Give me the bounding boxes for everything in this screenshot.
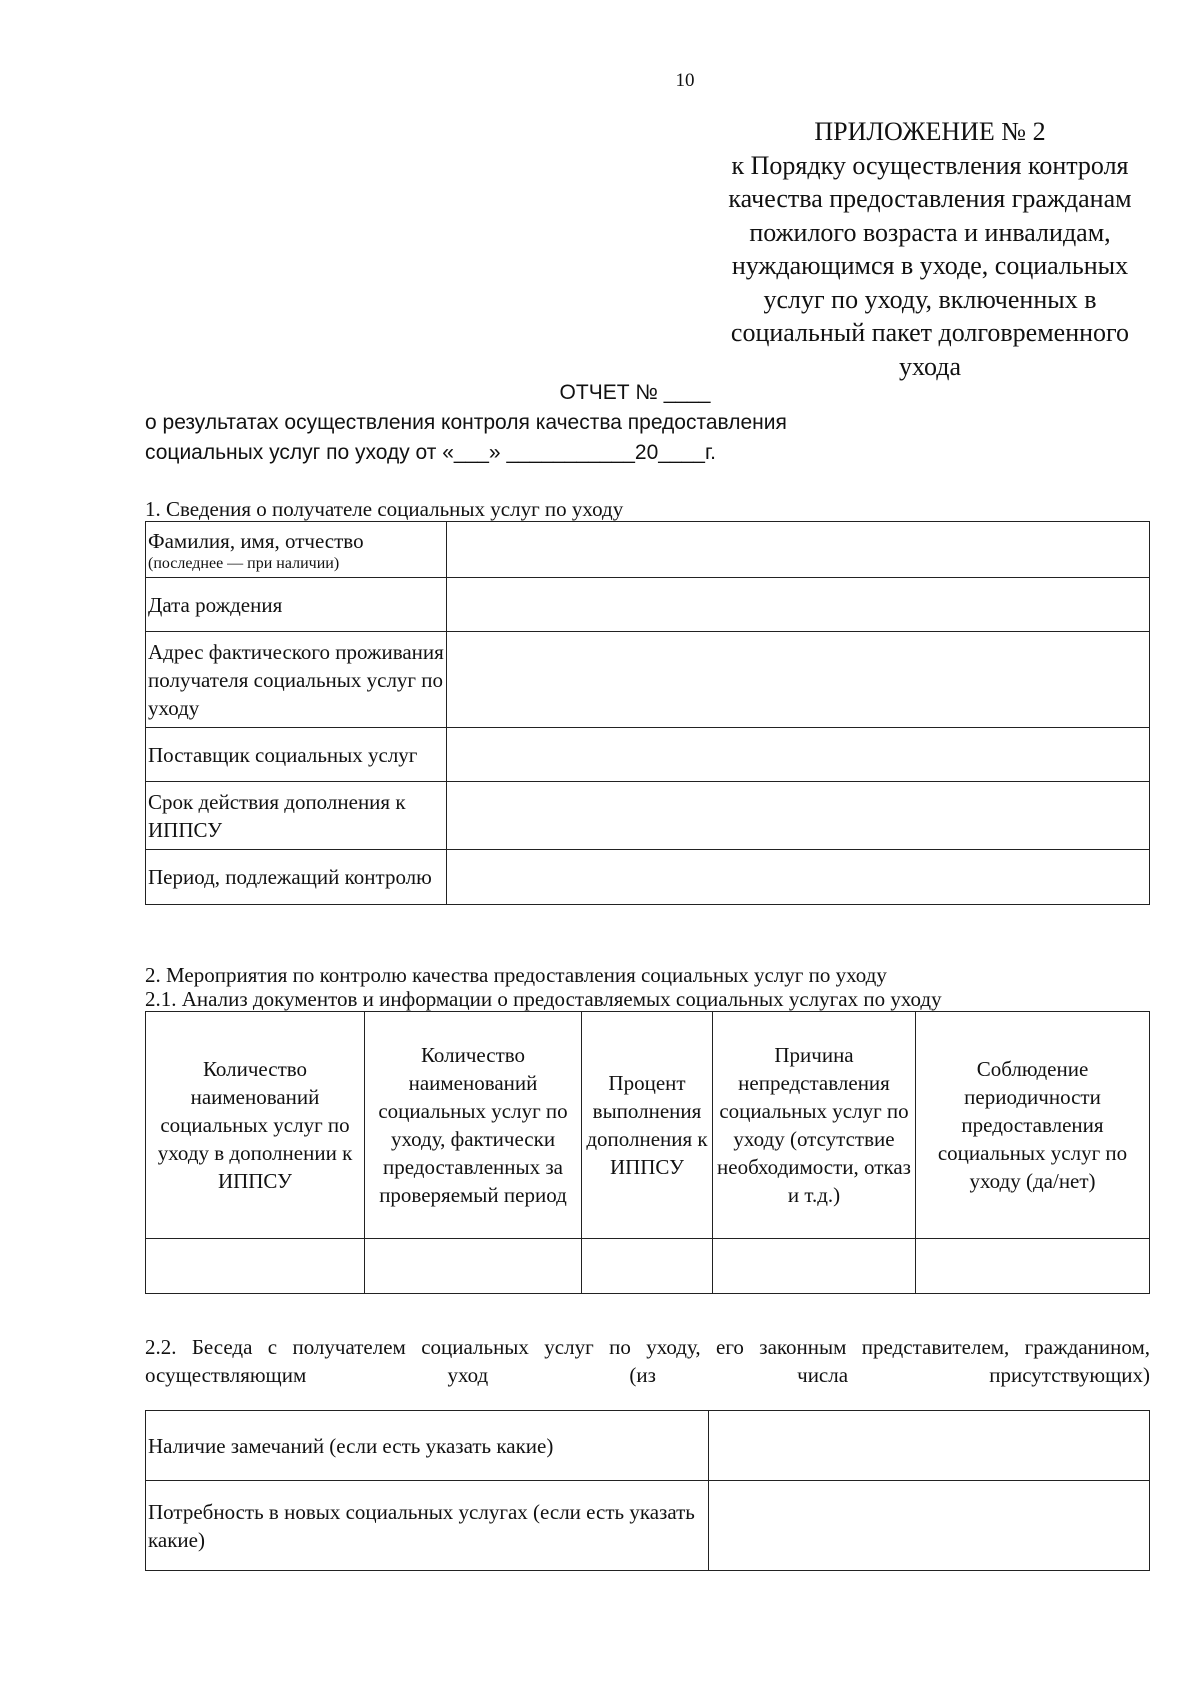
appendix-line: к Порядку осуществления контроля: [731, 150, 1129, 180]
row-label: Дата рождения: [146, 578, 447, 632]
row-label: Потребность в новых социальных услугах (если есть указать какие): [146, 1481, 709, 1571]
table-cell[interactable]: [146, 1239, 365, 1294]
table-cell[interactable]: [713, 1239, 916, 1294]
subsection-heading-text: 2.2. Беседа с получателем социальных услуг по уходу, его законным представителем, гражданином, осуществляющим уход (из числа присутствующих): [145, 1335, 1150, 1387]
table-row: [146, 1239, 1150, 1294]
row-value-field[interactable]: [447, 782, 1150, 850]
column-header: Соблюдение периодичности предоставления социальных услуг по уходу (да/нет): [916, 1012, 1150, 1239]
subsection-heading: 2.1. Анализ документов и информации о предоставляемых социальных услугах по уходу: [145, 987, 942, 1011]
table-cell[interactable]: [582, 1239, 713, 1294]
documents-analysis-table: [145, 1011, 1150, 1294]
report-header: [145, 378, 1005, 468]
column-header: Количество наименований социальных услуг по уходу в дополнении к ИППСУ: [146, 1012, 365, 1239]
table-row: [146, 1481, 1150, 1571]
page-number: 10: [675, 70, 695, 91]
table-row: [146, 1411, 1150, 1481]
table-cell[interactable]: [365, 1239, 582, 1294]
table-row: [146, 522, 1150, 578]
row-label: Поставщик социальных услуг: [146, 728, 447, 782]
row-label: Период, подлежащий контролю: [146, 850, 447, 905]
section-recipient-info: [145, 497, 1150, 905]
section-heading: 2. Мероприятия по контролю качества предоставления социальных услуг по уходу: [145, 963, 887, 987]
appendix-header: [680, 115, 1180, 383]
column-header: Количество наименований социальных услуг по уходу, фактически предоставленных за проверяемый период: [365, 1012, 582, 1239]
row-label: [146, 522, 447, 578]
appendix-line: социальный пакет долговременного: [730, 318, 1130, 347]
report-subtitle-line: социальных услуг по уходу от «___» ___________20____г.: [145, 441, 716, 464]
row-value-field[interactable]: [447, 578, 1150, 632]
subsection-heading: [145, 1333, 1150, 1389]
column-header: Процент выполнения дополнения к ИППСУ: [582, 1012, 713, 1239]
appendix-line: качества предоставления гражданам: [728, 184, 1132, 213]
row-label-note: (последнее — при наличии): [148, 554, 340, 572]
row-value-field[interactable]: [447, 632, 1150, 728]
table-row: [146, 850, 1150, 905]
recipient-info-table: [145, 521, 1150, 905]
section-conversation-table: [145, 1410, 1150, 1571]
report-subtitle-line: о результатах осуществления контроля качества предоставления: [145, 411, 787, 434]
row-label-text: Фамилия, имя, отчество: [148, 528, 364, 553]
table-row: [146, 728, 1150, 782]
appendix-line: услуг по уходу, включенных в: [763, 284, 1097, 314]
conversation-table: [145, 1410, 1150, 1571]
table-row: [146, 782, 1150, 850]
row-value-field[interactable]: [447, 522, 1150, 578]
table-row: [146, 632, 1150, 728]
appendix-line: пожилого возраста и инвалидам,: [749, 217, 1111, 247]
table-header-row: [146, 1012, 1150, 1239]
section-heading: 1. Сведения о получателе социальных услуг по уходу: [145, 497, 624, 521]
appendix-line: ухода: [898, 351, 962, 381]
row-label: Срок действия дополнения к ИППСУ: [146, 782, 447, 850]
row-value-field[interactable]: [709, 1411, 1150, 1481]
row-label: Наличие замечаний (если есть указать какие): [146, 1411, 709, 1481]
table-row: [146, 578, 1150, 632]
appendix-line: нуждающимся в уходе, социальных: [731, 251, 1129, 280]
section-conversation: [145, 1333, 1150, 1389]
row-value-field[interactable]: [709, 1481, 1150, 1571]
appendix-line: ПРИЛОЖЕНИЕ № 2: [814, 117, 1046, 146]
row-value-field[interactable]: [447, 850, 1150, 905]
table-cell[interactable]: [916, 1239, 1150, 1294]
section-control-measures: [145, 963, 1150, 1294]
row-value-field[interactable]: [447, 728, 1150, 782]
column-header: Причина непредставления социальных услуг по уходу (отсутствие необходимости, отказ и т.д.): [713, 1012, 916, 1239]
row-label: Адрес фактического проживания получателя социальных услуг по уходу: [146, 632, 447, 728]
report-title: ОТЧЕТ № ____: [559, 381, 711, 404]
